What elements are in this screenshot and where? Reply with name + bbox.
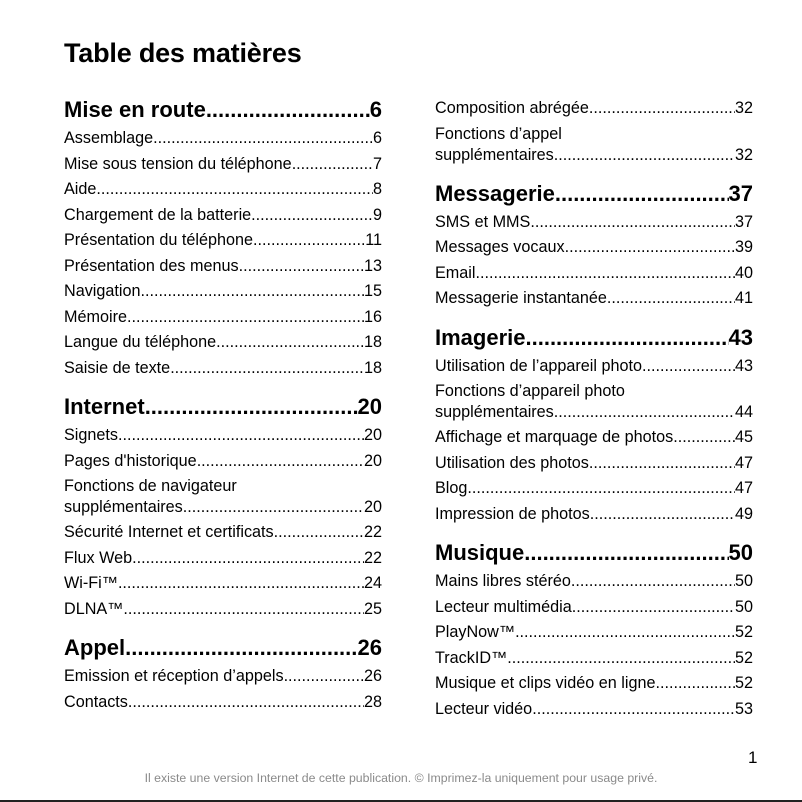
entry-page-number: 11 (365, 231, 382, 249)
entry-label: Aide (64, 180, 97, 198)
toc-entry-utilisation-de-l-appareil-photo[interactable] (435, 354, 753, 380)
entry-label: PlayNow™ (435, 623, 516, 641)
entry-page-number: 7 (372, 154, 382, 173)
entry-label-line1: Fonctions d’appareil photo (435, 382, 625, 400)
entry-label: Saisie de texte (64, 358, 171, 377)
entry-label: supplémentaires (64, 498, 183, 516)
dot-leader (239, 254, 364, 280)
entry-page-number: 52 (734, 648, 753, 667)
toc-entry-presentation-des-menus[interactable] (64, 254, 382, 280)
toc-entry-fonctions-d-appareil-photo-supplementaires[interactable] (435, 379, 753, 425)
dot-leader (127, 305, 364, 331)
dot-leader (128, 690, 364, 716)
entry-page-number: 22 (363, 548, 382, 567)
toc-entry-fonctions-d-appel-supplementaires[interactable] (435, 122, 753, 168)
entry-page-number: 47 (734, 453, 753, 472)
entry-label: supplémentaires (435, 403, 554, 421)
toc-entry-pages-d-historique[interactable] (64, 449, 382, 475)
toc-entry-musique-et-clips-video-en-ligne[interactable] (435, 671, 753, 697)
entry-page-number: 9 (372, 205, 382, 224)
entry-label: Musique et clips vidéo en ligne (435, 674, 656, 692)
entry-page-number: 16 (363, 307, 382, 326)
dot-leader (642, 354, 735, 380)
entry-label: Composition abrégée (435, 99, 589, 117)
section-page-number: 43 (728, 324, 753, 350)
entry-page-number: 44 (734, 403, 753, 421)
entry-page-number: 43 (734, 356, 753, 375)
dot-leader (206, 96, 370, 124)
dot-leader (253, 228, 365, 254)
toc-entry-chargement-de-la-batterie[interactable] (64, 203, 382, 229)
section-heading-label: Messagerie (435, 180, 555, 206)
dot-leader (565, 235, 735, 261)
dot-leader (96, 177, 373, 203)
entry-label: Messages vocaux (435, 238, 565, 256)
entry-page-number: 28 (363, 692, 382, 711)
toc-entry-lecteur-multimedia[interactable] (435, 595, 753, 621)
section-heading-label: Imagerie (435, 324, 526, 350)
entry-label: supplémentaires (435, 145, 554, 164)
entry-page-number: 25 (363, 599, 382, 618)
entry-label: Lecteur multimédia (435, 597, 572, 616)
toc-entry-fonctions-de-navigateur-supplementaires[interactable] (64, 474, 382, 520)
dot-leader (673, 425, 735, 451)
dot-leader (170, 356, 364, 382)
entry-page-number: 52 (734, 674, 753, 692)
section-heading-label: Appel (64, 635, 126, 660)
toc-entry-mains-libres-stereo[interactable] (435, 569, 753, 595)
section-heading-internet[interactable] (64, 393, 382, 421)
toc-entry-email[interactable] (435, 261, 753, 287)
toc-section (64, 634, 382, 715)
toc-entry-signets[interactable] (64, 423, 382, 449)
entry-label: Wi-Fi™ (64, 574, 118, 592)
entry-page-number: 47 (734, 479, 753, 497)
section-heading-messagerie[interactable] (435, 180, 753, 208)
dot-leader (555, 180, 729, 208)
entry-label: Navigation (64, 282, 141, 300)
dot-leader (274, 520, 364, 546)
entry-page-number: 50 (734, 572, 753, 590)
entry-page-number: 18 (363, 358, 382, 377)
entry-label: Utilisation des photos (435, 453, 589, 472)
toc-left-column (64, 96, 382, 719)
toc-entry-wi-fi[interactable] (64, 571, 382, 597)
entry-page-number: 45 (734, 428, 753, 446)
toc-entry-saisie-de-texte[interactable] (64, 356, 382, 382)
section-heading-musique[interactable] (435, 539, 753, 567)
toc-entry-messagerie-instantanee[interactable] (435, 286, 753, 312)
entry-label: Email (435, 263, 476, 282)
entry-page-number: 53 (734, 699, 753, 718)
entry-label: Mise sous tension du téléphone (64, 154, 292, 173)
entry-label: Lecteur vidéo (435, 699, 533, 718)
dot-leader (571, 569, 735, 595)
toc-entry-langue-du-telephone[interactable] (64, 330, 382, 356)
entry-page-number: 13 (363, 256, 382, 275)
entry-label: Présentation des menus (64, 256, 239, 275)
toc-entry-navigation[interactable] (64, 279, 382, 305)
entry-label: DLNA™ (64, 599, 124, 618)
entry-label-line1: Fonctions d’appel (435, 124, 562, 143)
dot-leader (292, 152, 373, 178)
section-page-number: 26 (357, 635, 382, 660)
toc-entry-trackid[interactable] (435, 646, 753, 672)
entry-label: Blog (435, 479, 468, 497)
entry-label: Langue du téléphone (64, 333, 217, 351)
entry-page-number: 49 (734, 504, 753, 523)
dot-leader (467, 476, 735, 502)
entry-page-number: 37 (734, 212, 753, 231)
toc-entry-impression-de-photos[interactable] (435, 502, 753, 528)
dot-leader (589, 96, 735, 122)
entry-row (64, 497, 382, 518)
entry-label: Flux Web (64, 548, 133, 567)
toc-entry-assemblage[interactable] (64, 126, 382, 152)
section-page-number: 6 (369, 97, 382, 122)
entry-page-number: 8 (372, 180, 382, 198)
dot-leader (284, 664, 364, 690)
toc-entry-blog[interactable] (435, 476, 753, 502)
section-page-number: 37 (728, 180, 753, 206)
toc-section (435, 180, 753, 312)
toc-entry-memoire[interactable] (64, 305, 382, 331)
dot-leader (590, 502, 735, 528)
entry-page-number: 32 (734, 99, 753, 117)
entry-page-number: 39 (734, 238, 753, 256)
entry-page-number: 20 (363, 498, 382, 516)
toc-entry-dlna[interactable] (64, 597, 382, 623)
entry-label: Assemblage (64, 129, 154, 147)
entry-label: Impression de photos (435, 504, 590, 523)
dot-leader (216, 330, 364, 356)
dot-leader (197, 449, 364, 475)
entry-page-number: 40 (734, 263, 753, 282)
dot-leader (251, 203, 373, 229)
toc-section (435, 96, 753, 168)
toc-entry-mise-sous-tension-du-telephone[interactable] (64, 152, 382, 178)
entry-page-number: 6 (372, 129, 382, 147)
entry-label: Utilisation de l’appareil photo (435, 356, 642, 375)
section-page-number: 50 (728, 540, 753, 565)
toc-section (435, 324, 753, 528)
entry-page-number: 41 (734, 289, 753, 307)
toc-entry-securite-internet-et-certificats[interactable] (64, 520, 382, 546)
dot-leader (530, 210, 735, 236)
page-number: 1 (748, 748, 758, 767)
toc-entry-presentation-du-telephone[interactable] (64, 228, 382, 254)
dot-leader (532, 697, 735, 723)
dot-leader (475, 261, 735, 287)
toc-entry-messages-vocaux[interactable] (435, 235, 753, 261)
dot-leader (515, 620, 735, 646)
entry-label: Affichage et marquage de photos (435, 428, 674, 446)
toc-entry-playnow[interactable] (435, 620, 753, 646)
dot-leader (607, 286, 735, 312)
page-title: Table des matières (64, 38, 302, 68)
entry-page-number: 22 (363, 523, 382, 541)
dot-leader (125, 634, 357, 662)
section-heading-label: Mise en route (64, 97, 206, 122)
dot-leader (655, 671, 735, 697)
toc-entry-utilisation-des-photos[interactable] (435, 451, 753, 477)
dot-leader (554, 145, 735, 166)
entry-label: Pages d'historique (64, 451, 197, 470)
toc-entry-composition-abregee[interactable] (435, 96, 753, 122)
entry-label: Mémoire (64, 307, 127, 326)
entry-page-number: 18 (363, 333, 382, 351)
toc-entry-lecteur-video[interactable] (435, 697, 753, 723)
toc-entry-flux-web[interactable] (64, 546, 382, 572)
dot-leader (554, 402, 735, 423)
entry-page-number: 52 (734, 623, 753, 641)
toc-section (64, 96, 382, 381)
section-heading-label: Musique (435, 540, 525, 565)
entry-label: Sécurité Internet et certificats (64, 523, 274, 541)
section-heading-label: Internet (64, 394, 145, 419)
entry-label: Contacts (64, 692, 128, 711)
entry-label: Présentation du téléphone (64, 231, 254, 249)
toc-entry-contacts[interactable] (64, 690, 382, 716)
section-heading-imagerie[interactable] (435, 324, 753, 352)
entry-label: Emission et réception d’appels (64, 667, 284, 685)
entry-page-number: 32 (734, 145, 753, 164)
footer-notice: Il existe une version Internet de cette publication. © Imprimez-la uniquement pour usage privé. (144, 771, 658, 785)
dot-leader (145, 393, 358, 421)
entry-label: Signets (64, 426, 118, 444)
dot-leader (183, 497, 364, 518)
entry-page-number: 20 (363, 426, 382, 444)
dot-leader (589, 451, 735, 477)
dot-leader (153, 126, 373, 152)
entry-page-number: 15 (363, 282, 382, 300)
dot-leader (524, 539, 728, 567)
toc-entry-affichage-et-marquage-de-photos[interactable] (435, 425, 753, 451)
dot-leader (132, 546, 364, 572)
entry-row (435, 145, 753, 166)
toc-section (435, 539, 753, 722)
dot-leader (507, 646, 735, 672)
dot-leader (526, 324, 729, 352)
entry-label-line1: Fonctions de navigateur (64, 477, 237, 495)
entry-label: Chargement de la batterie (64, 205, 252, 224)
toc-right-column (435, 96, 753, 726)
toc-entry-emission-et-reception-d-appels[interactable] (64, 664, 382, 690)
section-heading-appel[interactable] (64, 634, 382, 662)
toc-entry-sms-et-mms[interactable] (435, 210, 753, 236)
entry-label: TrackID™ (435, 648, 508, 667)
section-heading-mise-en-route[interactable] (64, 96, 382, 124)
toc-section (64, 393, 382, 622)
toc-entry-aide[interactable] (64, 177, 382, 203)
entry-page-number: 26 (363, 667, 382, 685)
entry-row (435, 402, 753, 423)
entry-label: Messagerie instantanée (435, 289, 607, 307)
entry-page-number: 24 (363, 574, 382, 592)
entry-label: Mains libres stéréo (435, 572, 571, 590)
entry-page-number: 20 (363, 451, 382, 470)
dot-leader (118, 571, 364, 597)
dot-leader (123, 597, 364, 623)
section-page-number: 20 (357, 394, 382, 419)
dot-leader (141, 279, 364, 305)
dot-leader (118, 423, 364, 449)
dot-leader (572, 595, 735, 621)
entry-label: SMS et MMS (435, 212, 531, 231)
entry-page-number: 50 (734, 597, 753, 616)
